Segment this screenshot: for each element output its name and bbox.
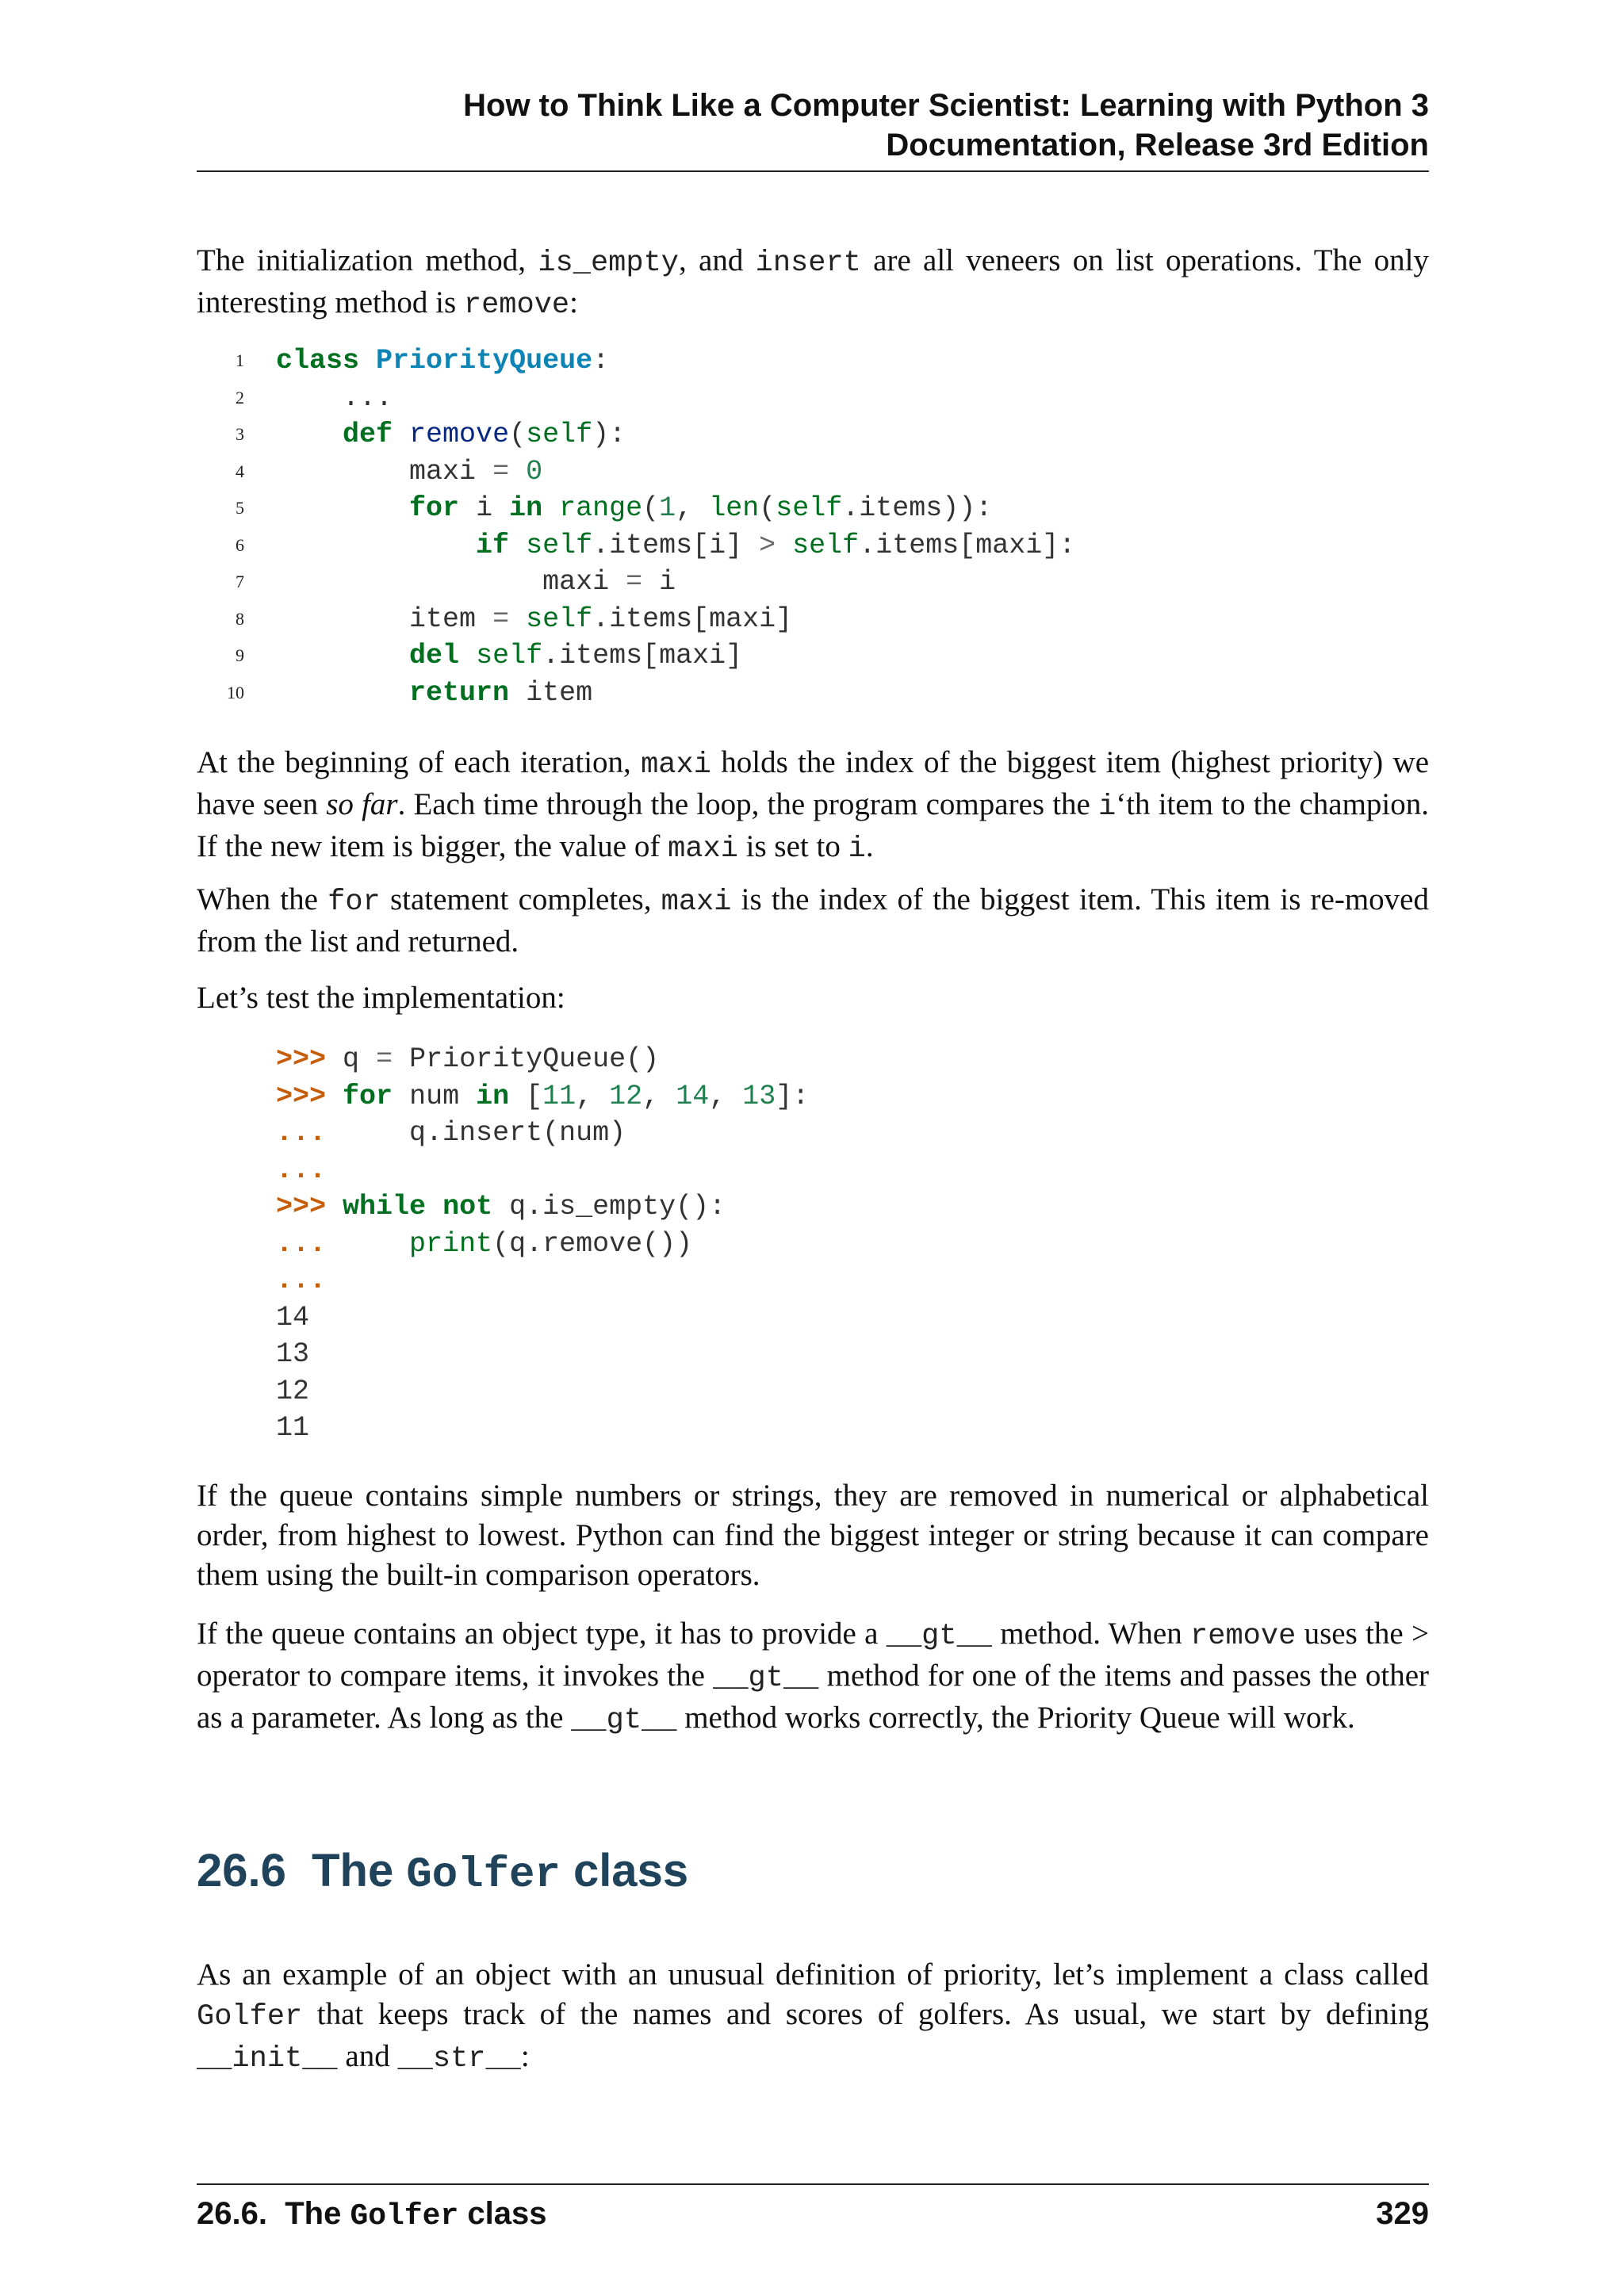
page-number: 329 bbox=[1376, 2196, 1429, 2231]
emphasis: so far bbox=[326, 787, 398, 821]
paragraph-simple-numbers: If the queue contains simple numbers or strings, they are removed in numerical or alphabetical order, from highest to lowest. Python can find the biggest integer or string because it can compare them using the built-in comparison operators. bbox=[197, 1479, 1429, 1592]
footer-rule bbox=[197, 2183, 1429, 2185]
inline-code: remove bbox=[1190, 1620, 1297, 1653]
inline-code: maxi bbox=[641, 748, 711, 782]
section-heading: 26.6 The Golfer class bbox=[197, 1845, 689, 1900]
paragraph-golfer-intro: As an example of an object with an unusual definition of priority, let’s implement a class called Golfer that keeps track of the names and scores of golfers. As usual, we start by defining __init__ and __str__: bbox=[197, 1957, 1429, 2076]
inline-code: __gt__ bbox=[886, 1620, 992, 1653]
header-line-2: Documentation, Release 3rd Edition bbox=[886, 128, 1429, 163]
header-rule bbox=[197, 170, 1429, 172]
inline-code: __gt__ bbox=[571, 1704, 677, 1737]
inline-code: for bbox=[327, 886, 381, 919]
inline-code: Golfer bbox=[197, 2000, 303, 2034]
inline-code: maxi bbox=[661, 886, 732, 919]
paragraph-object-type: If the queue contains an object type, it has to provide a __gt__ method. When remove uses the > operator to compare items, it invokes the __gt__ method for one of the items and passes the other as a parameter. As long as the __gt__ method works correctly, the Priority Queue will work. bbox=[197, 1617, 1429, 1737]
inline-code: remove bbox=[463, 289, 570, 322]
paragraph-lets-test: Let’s test the implementation: bbox=[197, 981, 565, 1015]
header-line-1: How to Think Like a Computer Scientist: Learning with Python 3 bbox=[463, 88, 1429, 123]
inline-code: maxi bbox=[668, 832, 738, 866]
inline-code: i bbox=[1098, 790, 1116, 824]
code-block-remove: 1 class PriorityQueue: 2 ... 3 def remove(self): 4 maxi = 0 5 for i in range(1, len(self.items)): 6 if self.items[i] > self.items[maxi]: 7 maxi = i 8 item = self.items[maxi] 9 del self.items[maxi] 10 return item bbox=[227, 345, 1076, 709]
inline-code: insert bbox=[755, 247, 861, 280]
inline-code: __str__ bbox=[397, 2042, 521, 2076]
paragraph-for-completes: When the for statement completes, maxi is the index of the biggest item. This item is re-moved from the list and returned. bbox=[197, 882, 1429, 959]
running-header bbox=[463, 86, 1429, 165]
inline-code: __gt__ bbox=[713, 1662, 819, 1695]
paragraph-iteration: At the beginning of each iteration, maxi holds the index of the biggest item (highest priority) we have seen so far. Each time through the loop, the program compares the i‘th item to the champion. If the new item is bigger, the value of maxi is set to i. bbox=[197, 745, 1429, 866]
inline-code: is_empty bbox=[538, 247, 679, 280]
paragraph-veneers: The initialization method, is_empty, and insert are all veneers on list operations. The only interesting method is remove: bbox=[197, 243, 1429, 322]
footer-section-title: 26.6. The Golfer class bbox=[197, 2196, 547, 2233]
inline-code: i bbox=[848, 832, 866, 866]
inline-code: __init__ bbox=[197, 2042, 338, 2076]
code-block-test: >>> q = PriorityQueue() >>> for num in [11, 12, 14, 13]: ... q.insert(num) ... >>> while not q.is_empty(): ... print(q.remove()) ... 14 13 12 11 bbox=[276, 1043, 810, 1444]
